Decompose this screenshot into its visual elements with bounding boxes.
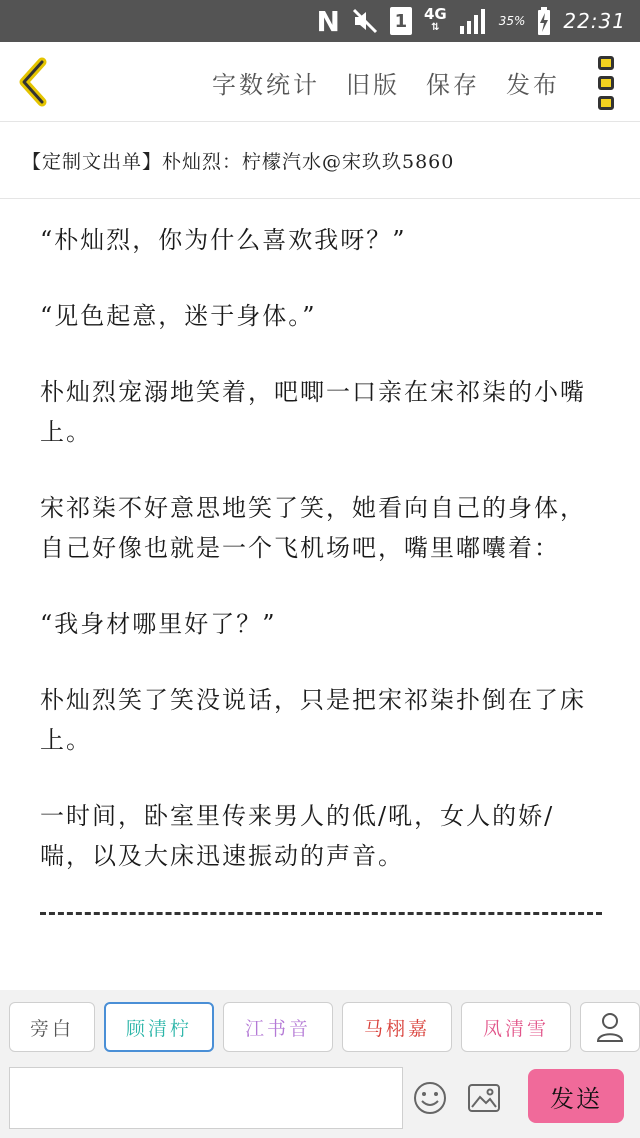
dashed-divider: [40, 912, 602, 915]
battery-charging-icon: [537, 7, 551, 35]
paragraph: “见色起意，迷于身体。”: [40, 302, 317, 330]
menu-dot-icon: [598, 76, 614, 90]
signal-icon: [459, 8, 487, 34]
paragraph: “我身材哪里好了？”: [40, 610, 277, 638]
character-narrator-button[interactable]: [9, 1002, 95, 1052]
save-button[interactable]: 保存: [426, 70, 480, 99]
character-label: 顾清柠: [125, 1017, 192, 1040]
publish-button[interactable]: 发布: [506, 70, 560, 99]
status-icons: [317, 0, 627, 42]
emoji-button[interactable]: [412, 1080, 448, 1116]
battery-percent: 35%: [498, 14, 526, 28]
message-input[interactable]: [9, 1067, 403, 1129]
character-selector: [0, 990, 640, 1064]
character-label: 凤清雪: [482, 1017, 549, 1040]
network-type: [424, 7, 447, 35]
menu-dot-icon: [598, 56, 614, 70]
send-button[interactable]: 发送: [528, 1069, 624, 1123]
input-bar: [0, 1064, 640, 1138]
story-content[interactable]: [0, 200, 640, 990]
paragraph: 一时间，卧室里传来男人的低/吼，女人的娇/喘，以及大床迅速振动的声音。: [40, 802, 555, 870]
character-feng-qingxue-button[interactable]: [461, 1002, 571, 1052]
status-bar: [0, 0, 640, 42]
data-arrows-icon: ⇅: [431, 22, 440, 33]
word-count-button[interactable]: 字数统计: [212, 70, 320, 99]
image-icon: [466, 1080, 502, 1116]
add-character-button[interactable]: [580, 1002, 640, 1052]
menu-dot-icon: [598, 96, 614, 110]
back-button[interactable]: [14, 56, 54, 108]
sim-slot-icon: 1: [390, 7, 412, 35]
paragraph: “朴灿烈，你为什么喜欢我呀？”: [40, 226, 407, 254]
header-actions: [212, 42, 560, 122]
more-menu-button[interactable]: [598, 56, 618, 110]
character-label: 江书音: [244, 1017, 311, 1040]
old-version-button[interactable]: 旧版: [346, 70, 400, 99]
character-label: 旁白: [29, 1017, 74, 1040]
story-title[interactable]: 【定制文出单】朴灿烈：柠檬汽水@宋玖玖5860: [0, 123, 640, 199]
paragraph: 朴灿烈笑了笑没说话，只是把宋祁柒扑倒在了床上。: [40, 686, 586, 754]
character-gu-qingning-button[interactable]: [104, 1002, 214, 1052]
paragraph: 朴灿烈宠溺地笑着，吧唧一口亲在宋祁柒的小嘴上。: [40, 378, 586, 446]
image-button[interactable]: [466, 1080, 502, 1116]
character-jiang-shuyin-button[interactable]: [223, 1002, 333, 1052]
network-label: 4G: [423, 5, 447, 23]
emoji-icon: [412, 1080, 448, 1116]
user-icon: [596, 1012, 624, 1042]
paragraph: 宋祁柒不好意思地笑了笑，她看向自己的身体，自己好像也就是一个飞机场吧，嘴里嘟囔着：: [40, 494, 586, 562]
clock: 22:31: [563, 9, 626, 33]
carrier-n-icon: N: [316, 4, 340, 38]
mute-icon: [352, 8, 378, 34]
character-ma-xujia-button[interactable]: [342, 1002, 452, 1052]
app-header: [0, 42, 640, 122]
character-label: 马栩嘉: [363, 1017, 430, 1040]
back-chevron-icon: [14, 56, 54, 108]
